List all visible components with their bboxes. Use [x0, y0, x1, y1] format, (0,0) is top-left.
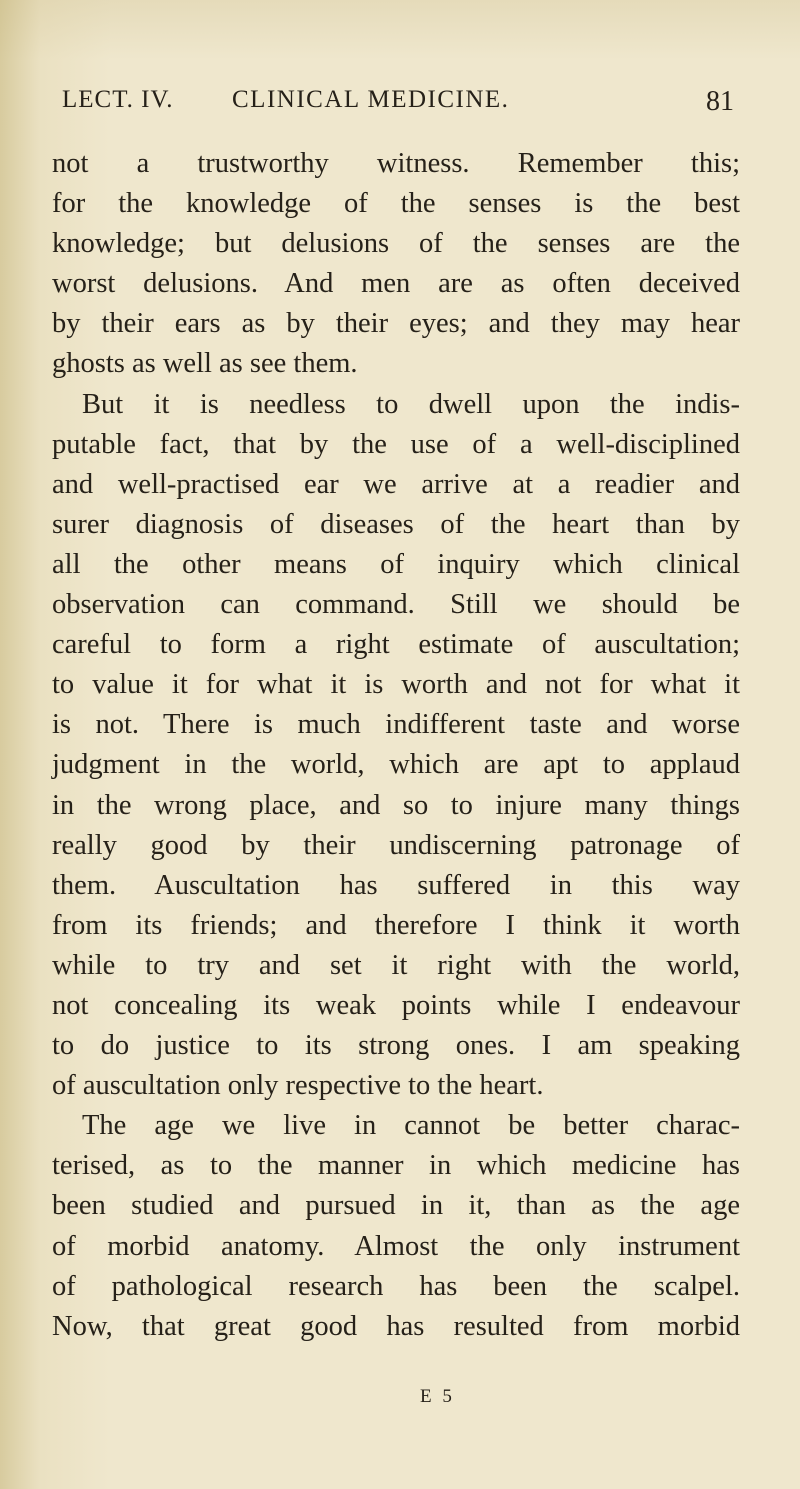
text-line: careful to form a right estimate of auscultation; — [52, 629, 740, 661]
text-line: by their ears as by their eyes; and they may hear — [52, 308, 740, 340]
text-line: ghosts as well as see them. — [52, 348, 358, 380]
text-line: not a trustworthy witness. Remember this; — [52, 148, 740, 179]
text-line: really good by their undiscerning patronage of — [52, 829, 740, 861]
page-number: 81 — [706, 86, 734, 117]
running-head-title: CLINICAL MEDICINE. — [232, 86, 510, 113]
text-line: putable fact, that by the use of a well-disciplined — [52, 428, 740, 460]
text-line: all the other means of inquiry which clinical — [52, 548, 740, 580]
signature-mark: E 5 — [420, 1386, 455, 1407]
text-line: observation can command. Still we should be — [52, 589, 740, 621]
text-line: judgment in the world, which are apt to applaud — [52, 749, 740, 781]
text-line: of auscultation only respective to the heart. — [52, 1070, 544, 1102]
text-line: terised, as to the manner in which medicine has — [52, 1150, 740, 1182]
text-line: to value it for what it is worth and not for what it — [52, 669, 740, 701]
text-line: been studied and pursued in it, than as the age — [52, 1190, 740, 1222]
text-line: Now, that great good has resulted from morbid — [52, 1310, 740, 1342]
running-header — [62, 86, 734, 126]
text-line: is not. There is much indifferent taste and worse — [52, 709, 740, 741]
text-line: for the knowledge of the senses is the best — [52, 188, 740, 220]
text-line: in the wrong place, and so to injure many things — [52, 789, 740, 821]
text-line: and well-practised ear we arrive at a readier and — [52, 468, 740, 500]
text-line: from its friends; and therefore I think it worth — [52, 909, 740, 941]
running-head-left: LECT. IV. — [62, 86, 174, 113]
text-line: of pathological research has been the scalpel. — [52, 1270, 740, 1302]
text-line: surer diagnosis of diseases of the heart than by — [52, 508, 740, 540]
text-line: of morbid anatomy. Almost the only instrument — [52, 1230, 740, 1262]
text-line: while to try and set it right with the world, — [52, 949, 740, 981]
paragraph-start-line: But it is needless to dwell upon the indis- — [82, 388, 740, 420]
text-line: not concealing its weak points while I endeavour — [52, 989, 740, 1021]
paragraph-start-line: The age we live in cannot be better charac- — [82, 1110, 740, 1142]
text-line: worst delusions. And men are as often deceived — [52, 268, 740, 300]
text-line: knowledge; but delusions of the senses are the — [52, 228, 740, 260]
body-text — [52, 144, 740, 1347]
text-line: them. Auscultation has suffered in this way — [52, 869, 740, 901]
text-line: to do justice to its strong ones. I am speaking — [52, 1030, 740, 1062]
